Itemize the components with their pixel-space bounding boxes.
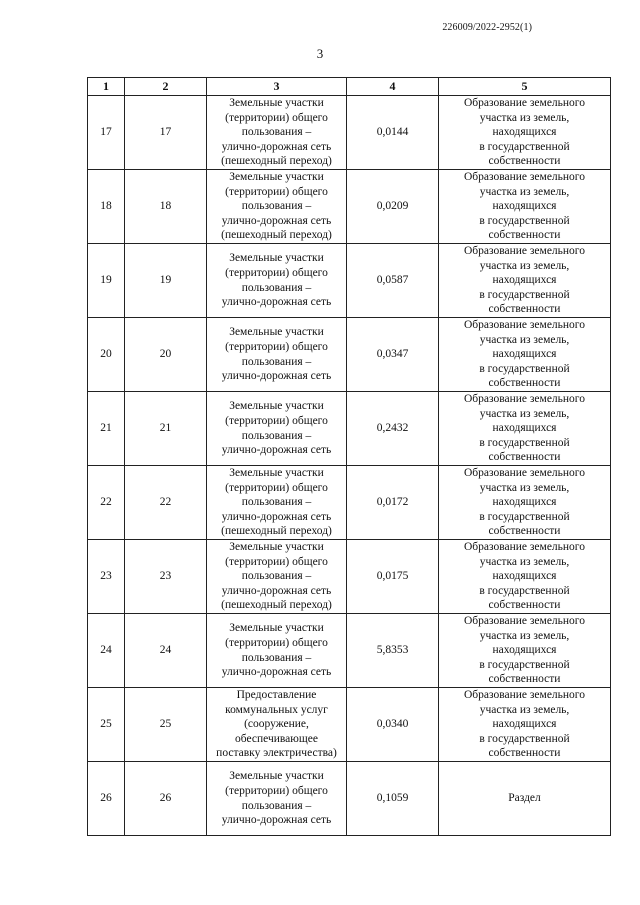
formation-method-cell-line: участка из земель, [479,555,570,568]
plot-number-cell: 19 [125,244,207,318]
column-header: 3 [207,78,347,96]
table-row [88,96,611,170]
row-number-cell: 20 [88,318,125,392]
formation-method-cell-line: Образование земельного [463,393,585,406]
formation-method-cell-line: в государственной [479,658,570,671]
plot-number-cell: 22 [125,466,207,540]
table-row [88,244,611,318]
land-use-cell-line: (пешеходный переход) [221,525,332,538]
row-number-cell: 22 [88,466,125,540]
formation-method-cell-line: в государственной [479,732,570,745]
land-use-cell-line: пользования – [241,200,312,213]
area-cell: 0,0144 [347,96,439,170]
formation-method-cell-line: участка из земель, [479,481,570,494]
formation-method-cell [439,318,611,392]
row-number-cell: 19 [88,244,125,318]
land-use-cell-line: (территории) общего [225,111,328,124]
table-row [88,688,611,762]
formation-method-cell-line: собственности [488,229,561,242]
formation-method-cell-line: участка из земель, [479,629,570,642]
land-use-cell-line: поставку электричества) [216,747,337,760]
plot-number-cell: 21 [125,392,207,466]
land-use-cell-line: Земельные участки [229,97,324,110]
formation-method-cell-line: находящихся [492,126,557,139]
land-use-cell-line: пользования – [241,281,312,294]
area-cell: 0,1059 [347,762,439,836]
area-cell: 0,0175 [347,540,439,614]
plot-number-cell: 17 [125,96,207,170]
land-use-cell-line: (пешеходный переход) [221,599,332,612]
land-use-cell [207,466,347,540]
row-number-cell: 18 [88,170,125,244]
formation-method-cell-line: в государственной [479,362,570,375]
land-use-cell-line: (территории) общего [225,784,328,797]
land-use-cell-line: (территории) общего [225,636,328,649]
plot-number-cell: 24 [125,614,207,688]
area-cell: 0,0172 [347,466,439,540]
row-number-cell: 24 [88,614,125,688]
land-use-cell [207,170,347,244]
land-use-cell-line: улично-дорожная сеть [221,584,332,597]
table-row [88,762,611,836]
column-header: 5 [439,78,611,96]
land-use-cell-line: (территории) общего [225,481,328,494]
formation-method-cell [439,244,611,318]
area-cell: 0,0340 [347,688,439,762]
land-use-cell-line: улично-дорожная сеть [221,296,332,309]
land-use-cell-line: (сооружение, [244,718,309,731]
area-cell: 5,8353 [347,614,439,688]
land-use-cell [207,688,347,762]
land-use-cell-line: пользования – [241,496,312,509]
formation-method-cell [439,392,611,466]
area-cell: 0,2432 [347,392,439,466]
land-use-cell-line: Предоставление [236,689,317,702]
formation-method-cell-line: собственности [488,155,561,168]
land-use-cell-line: Земельные участки [229,622,324,635]
land-use-cell-line: (территории) общего [225,555,328,568]
formation-method-cell-line: участка из земель, [479,407,570,420]
formation-method-cell-line: Образование земельного [463,541,585,554]
land-use-cell-line: (пешеходный переход) [221,229,332,242]
land-use-cell-line: (территории) общего [225,266,328,279]
row-number-cell: 17 [88,96,125,170]
formation-method-cell-line: собственности [488,451,561,464]
formation-method-cell-line: находящихся [492,274,557,287]
formation-method-cell [439,96,611,170]
plot-number-cell: 20 [125,318,207,392]
formation-method-cell-line: собственности [488,747,561,760]
table-row [88,318,611,392]
land-plots-table [87,77,611,836]
formation-method-cell [439,170,611,244]
land-use-cell-line: пользования – [241,429,312,442]
land-use-cell-line: пользования – [241,799,312,812]
land-use-cell [207,392,347,466]
page-number: 3 [316,46,324,61]
plot-number-cell: 23 [125,540,207,614]
formation-method-cell-line: собственности [488,303,561,316]
land-use-cell [207,318,347,392]
land-use-cell [207,540,347,614]
formation-method-cell [439,762,611,836]
formation-method-cell-line: участка из земель, [479,703,570,716]
formation-method-cell [439,466,611,540]
formation-method-cell-line: Образование земельного [463,689,585,702]
land-use-cell [207,244,347,318]
land-use-cell-line: коммунальных услуг [225,703,328,716]
land-use-cell [207,96,347,170]
formation-method-cell-line: находящихся [492,570,557,583]
land-use-cell-line: (территории) общего [225,414,328,427]
formation-method-cell [439,540,611,614]
land-use-cell-line: (территории) общего [225,340,328,353]
document-number: 226009/2022-2952(1) [442,22,532,33]
row-number-cell: 23 [88,540,125,614]
land-use-cell-line: улично-дорожная сеть [221,214,332,227]
land-use-cell-line: улично-дорожная сеть [221,444,332,457]
formation-method-cell-line: Раздел [508,792,541,805]
land-use-cell-line: Земельные участки [229,400,324,413]
formation-method-cell-line: участка из земель, [479,333,570,346]
table-row [88,170,611,244]
land-use-cell-line: (пешеходный переход) [221,155,332,168]
table-header-row [88,78,611,96]
formation-method-cell-line: находящихся [492,348,557,361]
area-cell: 0,0209 [347,170,439,244]
formation-method-cell [439,614,611,688]
formation-method-cell-line: в государственной [479,214,570,227]
land-use-cell-line: (территории) общего [225,185,328,198]
table-row [88,540,611,614]
formation-method-cell-line: собственности [488,377,561,390]
land-use-cell-line: обеспечивающее [235,732,318,745]
formation-method-cell-line: в государственной [479,510,570,523]
land-use-cell-line: Земельные участки [229,171,324,184]
formation-method-cell-line: находящихся [492,200,557,213]
land-use-cell-line: улично-дорожная сеть [221,140,332,153]
formation-method-cell-line: находящихся [492,422,557,435]
formation-method-cell-line: собственности [488,599,561,612]
formation-method-cell-line: Образование земельного [463,245,585,258]
land-use-cell-line: пользования – [241,651,312,664]
land-use-cell-line: Земельные участки [229,467,324,480]
formation-method-cell-line: собственности [488,673,561,686]
land-use-cell-line: Земельные участки [229,770,324,783]
formation-method-cell-line: Образование земельного [463,171,585,184]
formation-method-cell-line: собственности [488,525,561,538]
land-use-cell-line: пользования – [241,355,312,368]
formation-method-cell-line: в государственной [479,584,570,597]
formation-method-cell [439,688,611,762]
formation-method-cell-line: Образование земельного [463,97,585,110]
formation-method-cell-line: участка из земель, [479,185,570,198]
area-cell: 0,0347 [347,318,439,392]
formation-method-cell-line: находящихся [492,718,557,731]
table-row [88,614,611,688]
area-cell: 0,0587 [347,244,439,318]
land-use-cell-line: пользования – [241,126,312,139]
row-number-cell: 21 [88,392,125,466]
formation-method-cell-line: Образование земельного [463,319,585,332]
plot-number-cell: 18 [125,170,207,244]
land-use-cell [207,614,347,688]
table-body [88,96,611,836]
plot-number-cell: 25 [125,688,207,762]
land-use-cell-line: Земельные участки [229,541,324,554]
column-header: 4 [347,78,439,96]
land-use-cell-line: улично-дорожная сеть [221,510,332,523]
land-use-cell-line: Земельные участки [229,326,324,339]
formation-method-cell-line: Образование земельного [463,467,585,480]
formation-method-cell-line: в государственной [479,140,570,153]
formation-method-cell-line: участка из земель, [479,259,570,272]
land-use-cell-line: улично-дорожная сеть [221,814,332,827]
formation-method-cell-line: находящихся [492,644,557,657]
land-use-cell-line: Земельные участки [229,252,324,265]
formation-method-cell-line: в государственной [479,288,570,301]
table-row [88,392,611,466]
column-header: 1 [88,78,125,96]
land-use-cell-line: улично-дорожная сеть [221,666,332,679]
formation-method-cell-line: участка из земель, [479,111,570,124]
row-number-cell: 26 [88,762,125,836]
formation-method-cell-line: находящихся [492,496,557,509]
table-row [88,466,611,540]
formation-method-cell-line: в государственной [479,436,570,449]
column-header: 2 [125,78,207,96]
land-use-cell-line: улично-дорожная сеть [221,370,332,383]
land-use-cell [207,762,347,836]
formation-method-cell-line: Образование земельного [463,615,585,628]
plot-number-cell: 26 [125,762,207,836]
land-use-cell-line: пользования – [241,570,312,583]
row-number-cell: 25 [88,688,125,762]
